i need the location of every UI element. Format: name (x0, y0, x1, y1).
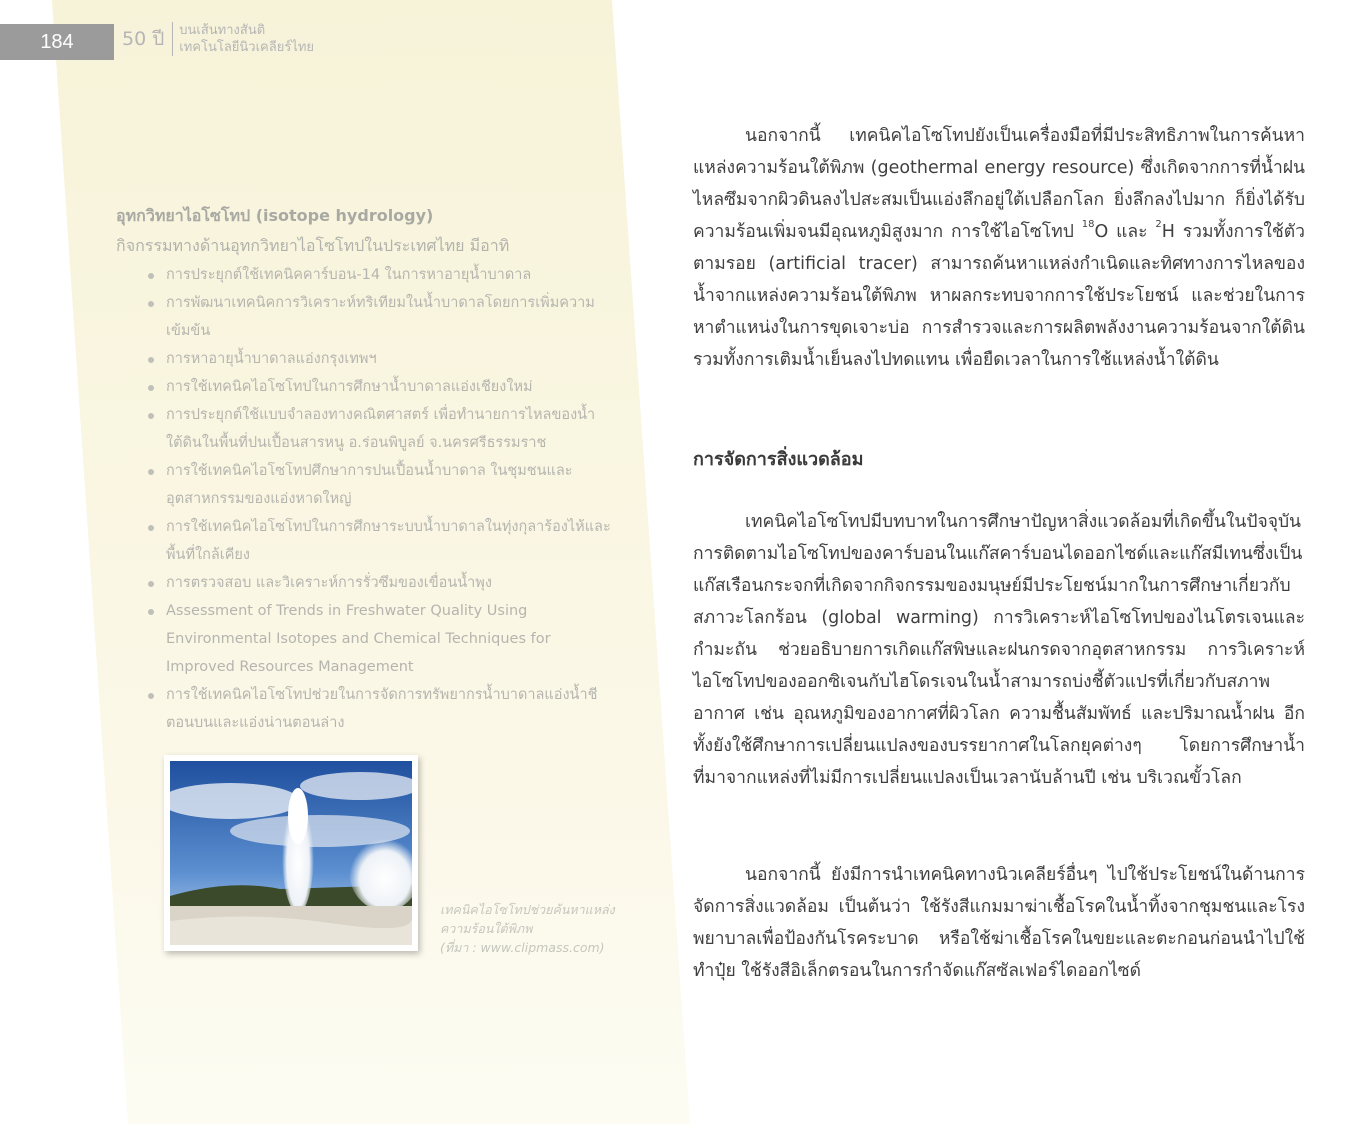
list-item: การประยุกต์ใช้แบบจำลองทางคณิตศาสตร์ เพื่อทำนายการไหลของน้ำใต้ดินในพื้นที่ปนเปื้อนสารหนู อ.ร่อนพิบูลย์ จ.นครศรีธรรมราช (146, 401, 616, 457)
geyser-photo (164, 755, 418, 951)
list-item: Assessment of Trends in Freshwater Quality Using Environmental Isotopes and Chemical Techniques for Improved Resources Management (146, 597, 616, 681)
list-item: การใช้เทคนิคไอโซโทปในการศึกษาน้ำบาดาลแอ่งเชียงใหม่ (146, 373, 616, 401)
list-item: การใช้เทคนิคไอโซโทปศึกษาการปนเปื้อนน้ำบาดาล ในชุมชนและอุตสาหกรรมของแอ่งหาดใหญ่ (146, 457, 616, 513)
photo-caption (440, 900, 615, 957)
header-title (179, 22, 314, 56)
list-item: การใช้เทคนิคไอโซโทปช่วยในการจัดการทรัพยากรน้ำบาดาลแอ่งน้ำชีตอนบนและแอ่งน่านตอนล่าง (146, 681, 616, 737)
paragraph-environment: เทคนิคไอโซโทปมีบทบาทในการศึกษาปัญหาสิ่งแวดล้อมที่เกิดขึ้นในปัจจุบัน การติดตามไอโซโทปของคาร์บอนในแก๊สคาร์บอนไดออกไซด์และแก๊สมีเทนซึ่งเป็นแก๊สเรือนกระจกที่เกิดจากกิจกรรมของมนุษย์มีประโยชน์มากในการศึกษาเกี่ยวกับสภาวะโลกร้อน (global warming) การวิเคราะห์ไอโซโทปของไนโตรเจนและกำมะถัน ช่วยอธิบายการเกิดแก๊สพิษและฝนกรดจากอุตสาหกรรม การวิเคราะห์ไอโซโทปของออกซิเจนกับไฮโดรเจนในน้ำสามารถบ่งชี้ตัวแปรที่เกี่ยวกับสภาพอากาศ เช่น อุณหภูมิของอากาศที่ผิวโลก ความชื้นสัมพัทธ์ และปริมาณน้ำฝน อีกทั้งยังใช้ศึกษาการเปลี่ยนแปลงของบรรยากาศในโลกยุคต่างๆ โดยการศึกษาน้ำที่มาจากแหล่งที่ไม่มีการเปลี่ยนแปลงเป็นเวลานับล้านปี เช่น บริเวณขั้วโลก (693, 512, 1305, 788)
page-number: 184 (0, 24, 114, 60)
list-item: การประยุกต์ใช้เทคนิคคาร์บอน-14 ในการหาอายุน้ำบาดาล (146, 261, 616, 289)
sidebar-title: อุทกวิทยาไอโซโทป (isotope hydrology) (116, 206, 434, 225)
caption-line-1: เทคนิคไอโซโทปช่วยค้นหาแหล่ง (440, 902, 615, 917)
caption-source: (ที่มา : www.clipmass.com) (440, 940, 605, 955)
paragraph-geothermal: นอกจากนี้ เทคนิคไอโซโทปยังเป็นเครื่องมือที่มีประสิทธิภาพในการค้นหาแหล่งความร้อนใต้พิภพ (geothermal energy resource) ซึ่งเกิดจากการที่น้ำฝนไหลซึมจากผิวดินลงไปสะสมเป็นแอ่งลึกอยู่ใต้เปลือกโลก ยิ่งลึกลงไปมาก ก็ยิ่งได้รับความร้อนเพิ่มจนมีอุณหภูมิสูงมาก การใช้ไอโซโทป $^{18}$O และ $^2$H รวมทั้งการใช้ตัวตามรอย (artificial tracer) สามารถค้นหาแหล่งกำเนิดและทิศทางการไหลของน้ำจากแหล่งความร้อนใต้พิภพ หาผลกระทบจากการใช้ประโยชน์ และช่วยในการหาตำแหน่งในการขุดเจาะบ่อ การสำรวจและการผลิตพลังงานความร้อนจากใต้ดิน รวมทั้งการเติมน้ำเย็นลงไปทดแทน เพื่อยืดเวลาในการใช้แหล่งน้ำใต้ดิน (693, 126, 1305, 370)
geyser-illustration (170, 761, 412, 945)
header-divider (172, 22, 173, 56)
list-item: การพัฒนาเทคนิคการวิเคราะห์ทริเทียมในน้ำบาดาลโดยการเพิ่มความเข้มข้น (146, 289, 616, 345)
header-line-1: บนเส้นทางสันติ (179, 23, 266, 38)
sidebar-list (146, 261, 616, 737)
header-years: 50 ปี (122, 28, 165, 50)
caption-line-2: ความร้อนใต้พิภพ (440, 921, 533, 936)
section-heading: การจัดการสิ่งแวดล้อม (693, 449, 864, 470)
list-item: การหาอายุน้ำบาดาลแอ่งกรุงเทพฯ (146, 345, 616, 373)
running-header (122, 22, 314, 56)
list-item: การใช้เทคนิคไอโซโทปในการศึกษาระบบน้ำบาดาลในทุ่งกุลาร้องไห้และพื้นที่ใกล้เคียง (146, 513, 616, 569)
header-line-2: เทคโนโลยีนิวเคลียร์ไทย (179, 40, 315, 55)
sidebar-intro: กิจกรรมทางด้านอุทกวิทยาไอโซโทปในประเทศไทย มีอาทิ (116, 236, 510, 255)
list-item: การตรวจสอบ และวิเคราะห์การรั่วซึมของเขื่อนน้ำพุง (146, 569, 616, 597)
paragraph-other-techniques: นอกจากนี้ ยังมีการนำเทคนิคทางนิวเคลียร์อื่นๆ ไปใช้ประโยชน์ในด้านการจัดการสิ่งแวดล้อม เป็นต้นว่า ใช้รังสีแกมมาฆ่าเชื้อโรคในน้ำทิ้งจากชุมชนและโรงพยาบาลเพื่อป้องกันโรคระบาด หรือใช้ฆ่าเชื้อโรคในขยะและตะกอนก่อนนำไปใช้ทำปุ๋ย ใช้รังสีอิเล็กตรอนในการกำจัดแก๊สซัลเฟอร์ไดออกไซด์ (693, 865, 1305, 981)
